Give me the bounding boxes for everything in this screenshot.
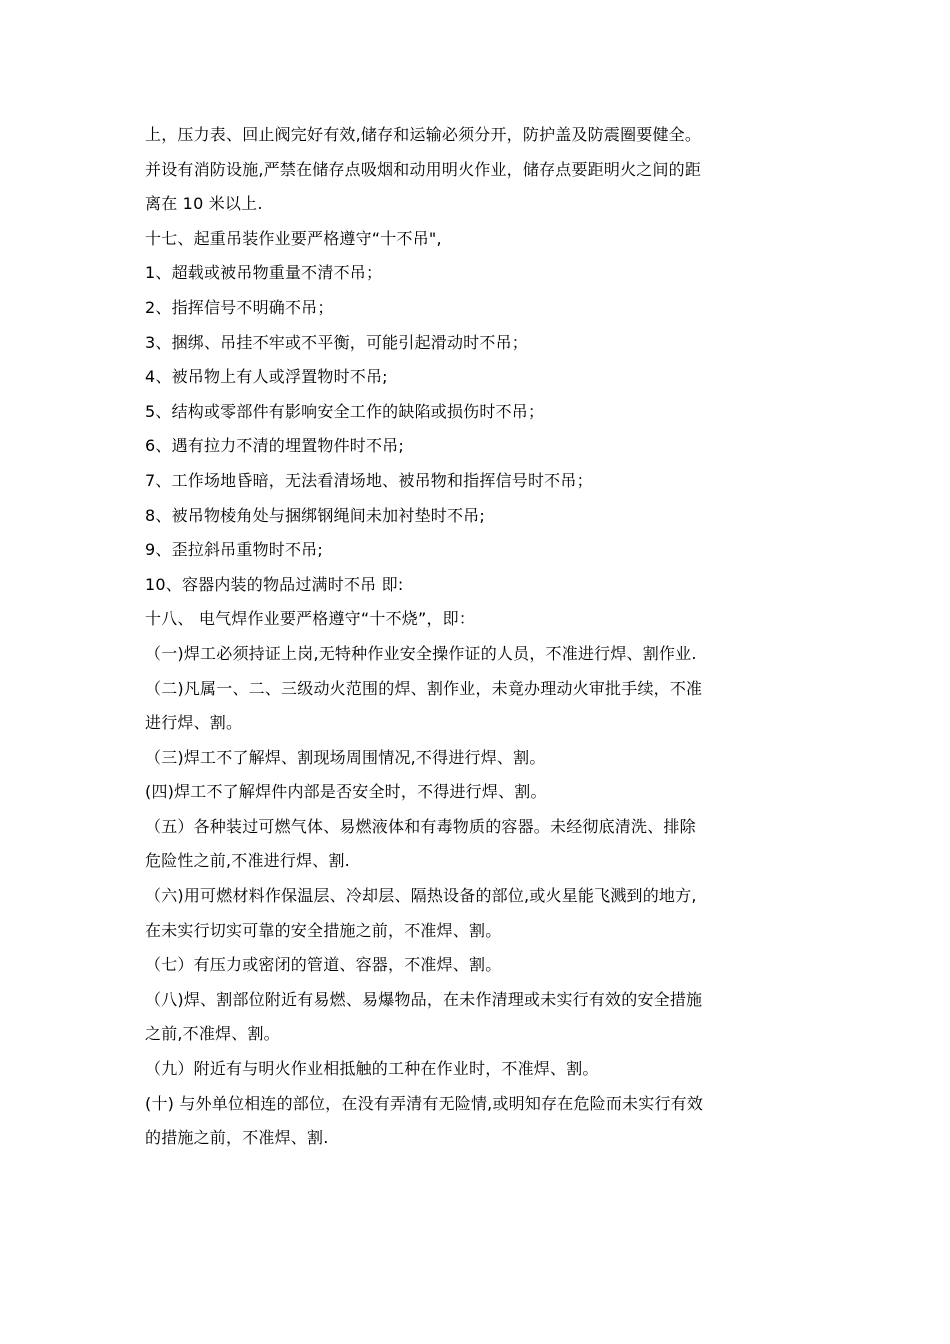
list-item: （一)焊工必须持证上岗,无特种作业安全操作证的人员，不准进行焊、割作业.: [145, 643, 697, 663]
text-line: 上，压力表、回止阀完好有效,储存和运输必须分开，防护盖及防震圈要健全。: [145, 125, 702, 144]
list-item: 4、被吊物上有人或浮置物时不吊;: [145, 367, 388, 387]
list-item: （二)凡属一、二、三级动火范围的焊、割作业，未竟办理动火审批手续，不准: [145, 678, 703, 698]
list-item: （三)焊工不了解焊、割现场周围情况,不得进行焊、割。: [145, 747, 546, 767]
list-item: 1、超载或被吊物重量不清不吊；: [145, 263, 383, 283]
list-item: （五）各种装过可燃气体、易燃液体和有毒物质的容器。未经彻底清洗、排除: [145, 816, 696, 836]
list-item: (四)焊工不了解焊件内部是否安全时，不得进行焊、割。: [145, 782, 547, 802]
list-item: 6、遇有拉力不清的埋置物件时不吊;: [145, 436, 404, 456]
text-line: 进行焊、割。: [145, 713, 243, 733]
list-item: 7、工作场地昏暗，无法看清场地、被吊物和指挥信号时不吊；: [145, 470, 593, 490]
text-line: 危险性之前,不准进行焊、割.: [145, 851, 350, 871]
list-item: （七）有压力或密闭的管道、容器，不准焊、割。: [145, 955, 502, 975]
list-item: （九）附近有与明火作业相抵触的工种在作业时，不准焊、割。: [145, 1059, 599, 1079]
list-item: (十) 与外单位相连的部位，在没有弄清有无险情,或明知存在危险而未实行有效: [145, 1093, 704, 1113]
text-line: 在未实行切实可靠的安全措施之前，不准焊、割。: [145, 920, 502, 940]
list-item: 9、歪拉斜吊重物时不吊;: [145, 540, 323, 560]
list-item: （六)用可燃材料作保温层、冷却层、隔热设备的部位,或火星能飞溅到的地方,: [145, 886, 697, 906]
text-line: 离在 10 米以上.: [145, 194, 263, 214]
section-heading-18: 十八、 电气焊作业要严格遵守“十不烧”，即：: [145, 609, 476, 629]
list-item: （八)焊、割部位附近有易燃、易爆物品，在未作清理或未实行有效的安全措施: [145, 989, 703, 1009]
list-item: 10、容器内装的物品过满时不吊 即:: [145, 574, 404, 594]
text-line: 并设有消防设施,严禁在储存点吸烟和动用明火作业，储存点要距明火之间的距: [145, 159, 702, 179]
list-item: 8、被吊物棱角处与捆绑钢绳间未加衬垫时不吊;: [145, 505, 485, 525]
document-body: [145, 118, 813, 1156]
text-line: 的措施之前，不准焊、割.: [145, 1128, 329, 1148]
section-heading-17: 十七、起重吊装作业要严格遵守“十不吊",: [145, 228, 442, 248]
list-item: 2、指挥信号不明确不吊；: [145, 297, 334, 317]
list-item: 3、捆绑、吊挂不牢或不平衡，可能引起滑动时不吊；: [145, 332, 528, 352]
list-item: 5、结构或零部件有影响安全工作的缺陷或损伤时不吊；: [145, 401, 545, 421]
text-line: 之前,不准焊、割。: [145, 1024, 280, 1044]
